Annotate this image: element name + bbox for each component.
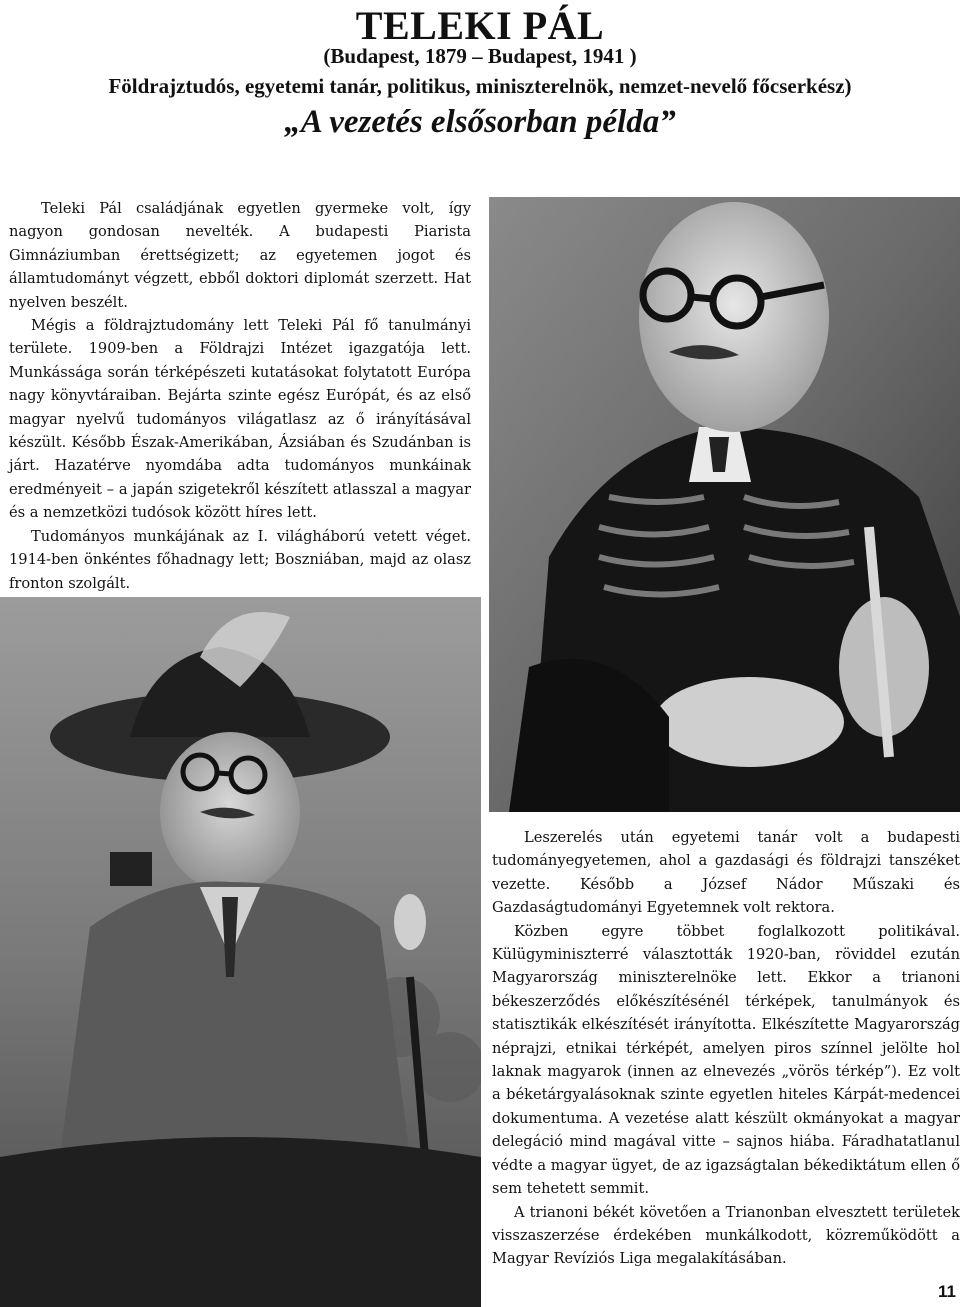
left-text-column <box>9 197 471 595</box>
paragraph: Mégis a földrajztudomány lett Teleki Pál fő tanulmányi területe. 1909-ben a Földrajzi Intézet igazgatója lett. Munkássága során térképészeti kutatásokat folytatott Európa nagy könyvtáraiban. Bejárta szinte egész Európát, és az első magyar nyelvű tudományos világatlasz az ő irányításával készült. Később Észak-Amerikában, Ázsiában és Szudánban is járt. Hazatérve nyomdába adta tudományos munkáinak eredményeit – a japán szigetekről készített atlasszal a magyar és a nemzetközi tudósok között híres lett. <box>9 317 471 522</box>
paragraph: Közben egyre többet foglalkozott politikával. Külügyminiszterré választották 1920-ban, röviddel ezután Magyarország miniszterelnöke lett. Ekkor a trianoni békeszerződés előkészítésénél térképek, tanulmányok és statisztikák elkészítését irányította. Elkészítette Magyarország néprajzi, etnikai térképét, amelyen piros színnel jelölte hol laknak magyarok (innen az elnevezés „vörös térkép”). Ez volt a béketárgyalásoknak szinte egyetlen hiteles Kárpát-medencei dokumentuma. A vezetése alatt készült okmányokat a magyar delegáció mind magával vitte – sajnos hiába. Fáradhatatlanul védte a magyar ügyet, de az igazságtalan békediktátum ellen ő sem tehetett semmit. <box>492 922 960 1198</box>
paragraph: Teleki Pál családjának egyetlen gyermeke volt, így nagyon gondosan nevelték. A budapesti Piarista Gimnáziumban érettségizett; az egyetemen jogot és államtudományt végzett, ebből doktori diplomát szerzett. Hat nyelven beszélt. <box>9 200 471 311</box>
paragraph: A trianoni békét követően a Trianonban elvesztett területek visszaszerzése érdekében munkálkodott, közreműködött a Magyar Revíziós Liga megalakításában. <box>492 1203 960 1268</box>
page-title: TELEKI PÁL <box>355 3 605 48</box>
portrait-photo <box>489 197 960 812</box>
page-number: 11 <box>938 1282 956 1301</box>
paragraph: Tudományos munkájának az I. világháború vetett véget. 1914-ben önkéntes főhadnagy lett; Boszniában, majd az olasz fronton szolgált. <box>9 527 471 592</box>
paragraph: Leszerelés után egyetemi tanár volt a budapesti tudományegyetemen, ahol a gazdasági és földrajzi tanszéket vezette. Később a József Nádor Műszaki és Gazdaságtudományi Egyetemnek volt rektora. <box>492 829 960 917</box>
occupation-line: Földrajztudós, egyetemi tanár, politikus, miniszterelnök, nemzet-nevelő főcserkész) <box>108 74 852 98</box>
right-text-column <box>492 826 960 1271</box>
life-dates: (Budapest, 1879 – Budapest, 1941 ) <box>323 44 637 68</box>
speech-photo <box>0 597 481 1307</box>
motto: „A vezetés elsősorban példa” <box>284 104 676 140</box>
